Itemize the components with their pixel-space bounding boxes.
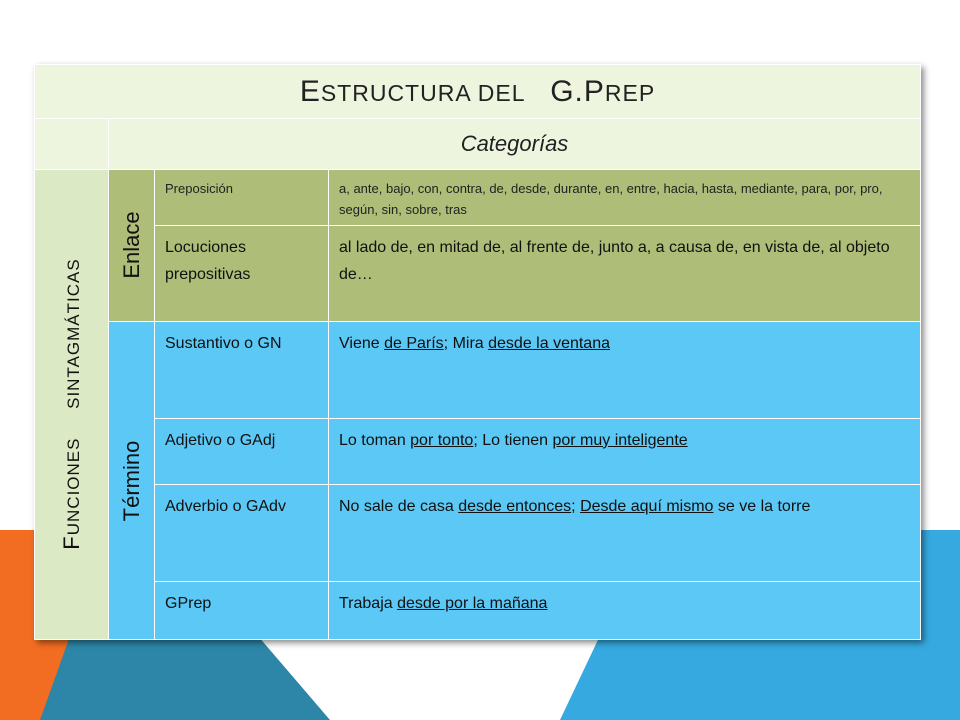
enlace-label: Enlace [118,211,144,280]
category-cell: Sustantivo o GN [155,322,329,419]
examples-cell: al lado de, en mitad de, al frente de, junto a, a causa de, en vista de, al objeto de… [329,225,921,322]
functions-label-cell [35,169,109,639]
prepositional-group-table [34,64,921,640]
examples-cell: Lo toman por tonto; Lo tienen por muy inteligente [329,418,921,484]
empty-header-cell [35,119,109,169]
category-cell: Adverbio o GAdv [155,485,329,582]
examples-cell: Viene de París; Mira desde la ventana [329,322,921,419]
category-cell: Adjetivo o GAdj [155,418,329,484]
examples-cell: No sale de casa desde entonces; Desde aquí mismo se ve la torre [329,485,921,582]
category-cell: GPrep [155,581,329,639]
examples-cell: Trabaja desde por la mañana [329,581,921,639]
termino-label: Término [118,440,144,521]
enlace-label-cell [109,169,155,322]
functions-label: FUNCIONES SINTAGMÁTICAS [58,258,84,550]
examples-cell: a, ante, bajo, con, contra, de, desde, durante, en, entre, hacia, hasta, mediante, para, por, pro, según, sin, sobre, tras [329,169,921,225]
termino-label-cell [109,322,155,640]
categories-header: Categorías [109,119,921,169]
category-cell: Locuciones prepositivas [155,225,329,322]
slide-title: ESTRUCTURA DEL G.PREP [35,65,921,119]
category-cell: Preposición [155,169,329,225]
